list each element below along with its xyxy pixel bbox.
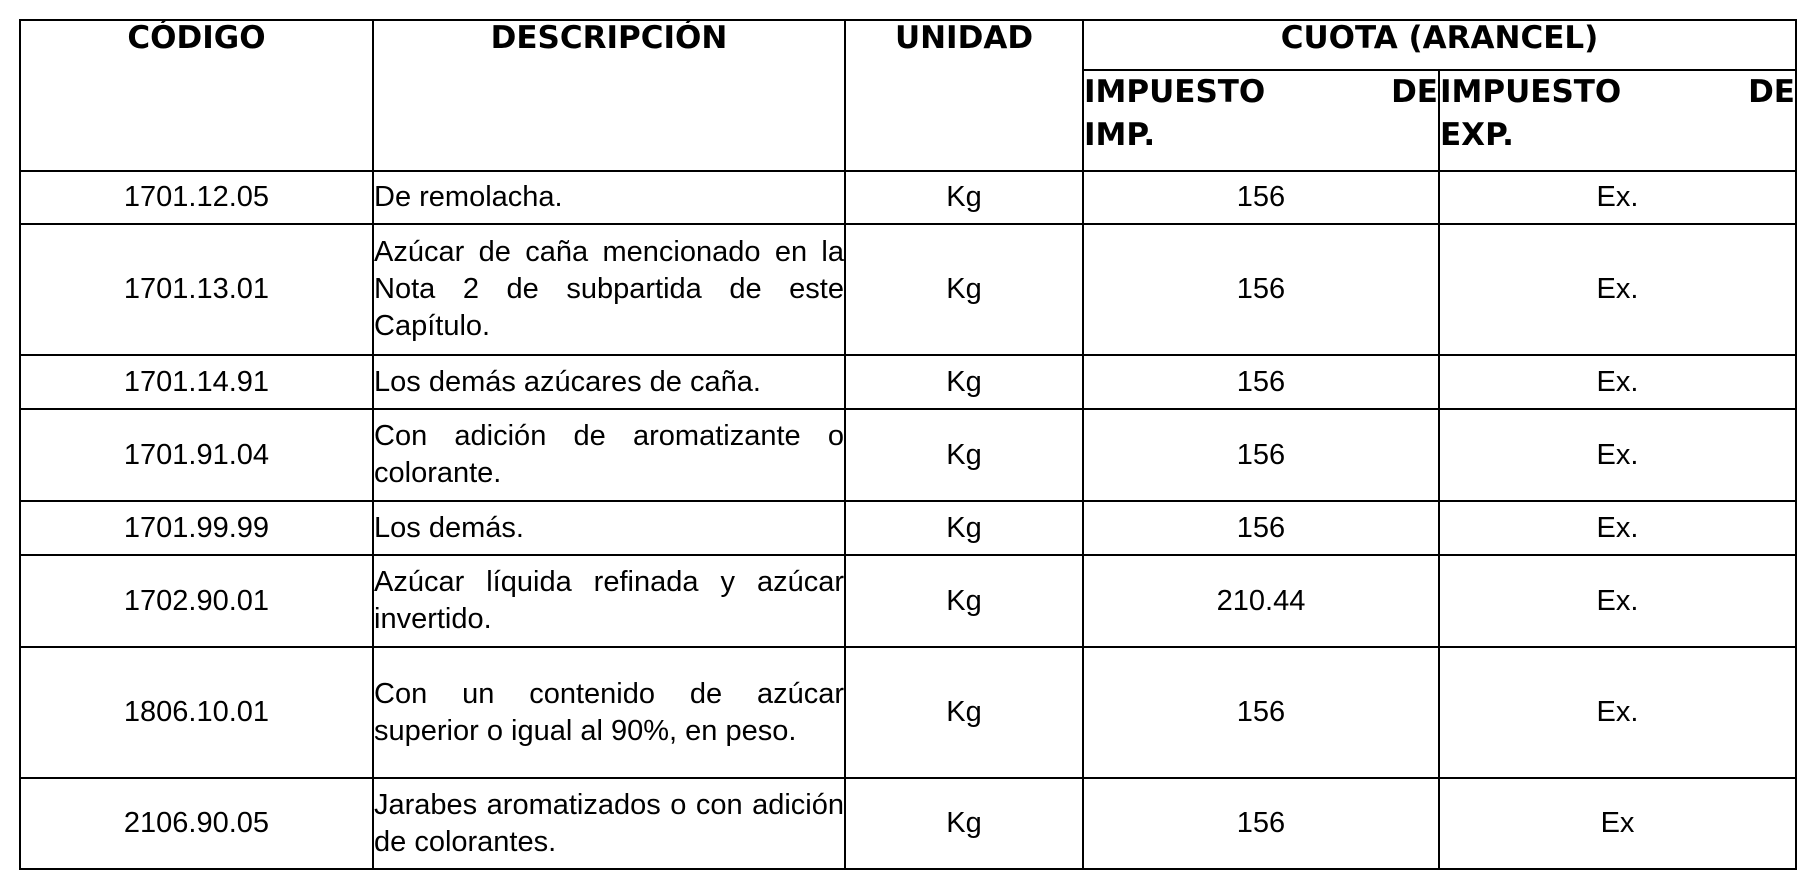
- cell-impuesto-imp: 156: [1083, 409, 1439, 501]
- cell-impuesto-imp: 156: [1083, 355, 1439, 409]
- header-row: [20, 20, 1796, 70]
- cell-codigo: 1701.14.91: [20, 355, 373, 409]
- cell-descripcion: Los demás.: [373, 501, 845, 555]
- header-exp-word-de: DE: [1748, 74, 1795, 110]
- cell-impuesto-exp: Ex.: [1439, 555, 1796, 647]
- table-row: [20, 555, 1796, 647]
- cell-codigo: 1701.13.01: [20, 224, 373, 355]
- header-impuesto-exportacion: [1439, 70, 1796, 171]
- header-imp-word-imp: IMP.: [1084, 117, 1156, 154]
- cell-codigo: 1701.99.99: [20, 501, 373, 555]
- cell-impuesto-exp: Ex: [1439, 778, 1796, 869]
- cell-descripcion: Azúcar de caña mencionado en la Nota 2 de subpartida de este Capítulo.: [373, 224, 845, 355]
- cell-impuesto-exp: Ex.: [1439, 647, 1796, 778]
- table-row: [20, 224, 1796, 355]
- header-codigo: CÓDIGO: [20, 20, 373, 171]
- cell-impuesto-imp: 156: [1083, 171, 1439, 224]
- header-exp-word-exp: EXP.: [1440, 117, 1514, 154]
- table-row: [20, 355, 1796, 409]
- cell-descripcion: Jarabes aromatizados o con adición de colorantes.: [373, 778, 845, 869]
- cell-impuesto-exp: Ex.: [1439, 355, 1796, 409]
- cell-codigo: 1806.10.01: [20, 647, 373, 778]
- tariff-table: [19, 19, 1797, 870]
- cell-descripcion: Con adición de aromatizante o colorante.: [373, 409, 845, 501]
- cell-impuesto-exp: Ex.: [1439, 171, 1796, 224]
- header-unidad: UNIDAD: [845, 20, 1083, 171]
- cell-unidad: Kg: [845, 171, 1083, 224]
- cell-descripcion: De remolacha.: [373, 171, 845, 224]
- cell-impuesto-imp: 156: [1083, 224, 1439, 355]
- cell-unidad: Kg: [845, 501, 1083, 555]
- cell-codigo: 2106.90.05: [20, 778, 373, 869]
- header-exp-word-impuesto: IMPUESTO: [1440, 74, 1622, 110]
- cell-unidad: Kg: [845, 555, 1083, 647]
- cell-unidad: Kg: [845, 355, 1083, 409]
- cell-descripcion: Con un contenido de azúcar superior o igual al 90%, en peso.: [373, 647, 845, 778]
- header-cuota-arancel: CUOTA (ARANCEL): [1083, 20, 1796, 70]
- cell-impuesto-imp: 156: [1083, 647, 1439, 778]
- cell-impuesto-exp: Ex.: [1439, 501, 1796, 555]
- table-row: [20, 778, 1796, 869]
- table-row: [20, 171, 1796, 224]
- cell-unidad: Kg: [845, 778, 1083, 869]
- cell-codigo: 1701.12.05: [20, 171, 373, 224]
- cell-codigo: 1701.91.04: [20, 409, 373, 501]
- header-descripcion: DESCRIPCIÓN: [373, 20, 845, 171]
- cell-codigo: 1702.90.01: [20, 555, 373, 647]
- cell-impuesto-exp: Ex.: [1439, 224, 1796, 355]
- cell-impuesto-exp: Ex.: [1439, 409, 1796, 501]
- table-row: [20, 647, 1796, 778]
- cell-unidad: Kg: [845, 224, 1083, 355]
- header-imp-word-de: DE: [1391, 74, 1438, 110]
- table-row: [20, 501, 1796, 555]
- cell-descripcion: Los demás azúcares de caña.: [373, 355, 845, 409]
- header-imp-word-impuesto: IMPUESTO: [1084, 74, 1266, 110]
- cell-impuesto-imp: 156: [1083, 778, 1439, 869]
- cell-impuesto-imp: 156: [1083, 501, 1439, 555]
- cell-impuesto-imp: 210.44: [1083, 555, 1439, 647]
- cell-unidad: Kg: [845, 409, 1083, 501]
- header-impuesto-importacion: [1083, 70, 1439, 171]
- cell-descripcion: Azúcar líquida refinada y azúcar invertido.: [373, 555, 845, 647]
- cell-unidad: Kg: [845, 647, 1083, 778]
- table-row: [20, 409, 1796, 501]
